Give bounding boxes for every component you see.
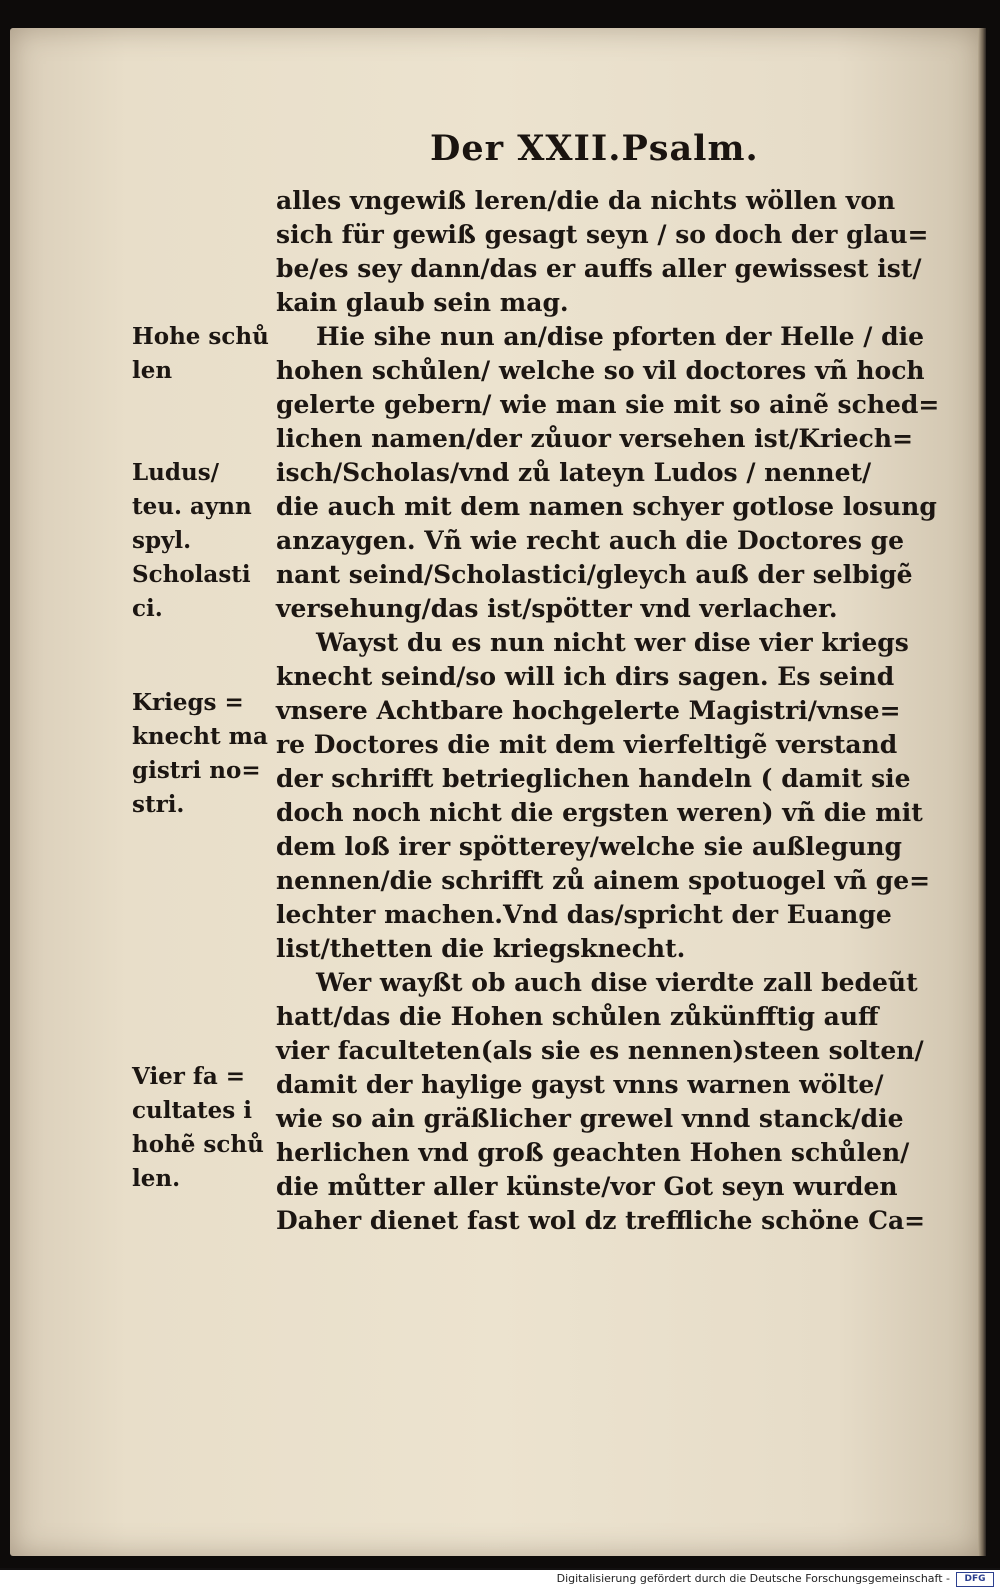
text-line: Hie sihe nun an/dise pforten der Helle / die <box>316 322 925 351</box>
text-line: list/thetten die kriegsknecht. <box>276 934 686 963</box>
margin-note-line: knecht ma <box>132 723 268 750</box>
margin-note-line: ci. <box>132 595 163 622</box>
text-line: die můtter aller künste/vor Got seyn wurden <box>276 1172 898 1201</box>
text-line: alles vngewiß leren/die da nichts wöllen von <box>276 186 896 215</box>
text-line: lechter machen.Vnd das/spricht der Euange <box>276 900 892 929</box>
footer-credit: Digitalisierung gefördert durch die Deutsche Forschungsgemeinschaft - <box>556 1572 950 1585</box>
margin-note-kriegsknecht <box>132 686 280 822</box>
margin-note-vier-facultates <box>132 1060 280 1196</box>
margin-note-line: stri. <box>132 791 185 818</box>
margin-note-line: hohẽ schů <box>132 1131 264 1158</box>
margin-note-ludus <box>132 456 280 626</box>
margin-note-line: Vier fa = <box>132 1063 246 1090</box>
text-line: versehung/das ist/spötter vnd verlacher. <box>276 594 838 623</box>
margin-note-line: len. <box>132 1165 181 1192</box>
text-line: knecht seind/so will ich dirs sagen. Es seind <box>276 662 895 691</box>
margin-note-hohe-schulen <box>132 320 280 388</box>
margin-note-line: Hohe schů <box>132 323 269 350</box>
text-line: lichen namen/der zůuor versehen ist/Kriech= <box>276 424 914 453</box>
page-edge <box>978 28 986 1556</box>
text-line: vier faculteten(als sie es nennen)steen solten/ <box>276 1036 924 1065</box>
text-line: anzaygen. Vñ wie recht auch die Doctores ge <box>276 526 905 555</box>
text-line: Daher dienet fast wol dz treffliche schöne Ca= <box>276 1206 926 1235</box>
margin-note-line: spyl. <box>132 527 192 554</box>
text-line: nant seind/Scholastici/gleych auß der selbigẽ <box>276 560 913 589</box>
margin-note-line: Ludus/ <box>132 459 220 486</box>
margin-note-line: cultates i <box>132 1097 252 1124</box>
margin-note-line: len <box>132 357 173 384</box>
footer-bar <box>0 1570 1000 1588</box>
text-line: kain glaub sein mag. <box>276 288 569 317</box>
text-line: hohen schůlen/ welche so vil doctores vñ hoch <box>276 356 925 385</box>
text-line: isch/Scholas/vnd zů lateyn Ludos / nennet/ <box>276 458 872 487</box>
text-line: wie so ain gräßlicher grewel vnnd stanck/die <box>276 1104 904 1133</box>
text-line: Wayst du es nun nicht wer dise vier kriegs <box>316 628 909 657</box>
text-line: be/es sey dann/das er auffs aller gewissest ist/ <box>276 254 922 283</box>
margin-note-line: teu. aynn <box>132 493 252 520</box>
text-line: der schrifft betrieglichen handeln ( damit sie <box>276 764 911 793</box>
running-head: Der XXII.Psalm. <box>430 128 759 169</box>
margin-note-line: Scholasti <box>132 561 251 588</box>
dfg-logo: DFG <box>956 1572 994 1587</box>
text-line: doch noch nicht die ergsten weren) vñ die mit <box>276 798 923 827</box>
text-line: Wer wayßt ob auch dise vierdte zall bedeũt <box>316 968 918 997</box>
text-line: gelerte gebern/ wie man sie mit so ainẽ sched= <box>276 390 940 419</box>
text-line: re Doctores die mit dem vierfeltigẽ verstand <box>276 730 898 759</box>
text-line: die auch mit dem namen schyer gotlose losung <box>276 492 937 521</box>
margin-note-line: Kriegs = <box>132 689 244 716</box>
text-line: dem loß irer spötterey/welche sie außlegung <box>276 832 903 861</box>
text-line: sich für gewiß gesagt seyn / so doch der glau= <box>276 220 929 249</box>
text-line: nennen/die schrifft zů ainem spotuogel vñ ge= <box>276 866 931 895</box>
text-line: herlichen vnd groß geachten Hohen schůlen/ <box>276 1138 910 1167</box>
body-text <box>276 184 956 1238</box>
text-line: damit der haylige gayst vnns warnen wölte/ <box>276 1070 884 1099</box>
margin-note-line: gistri no= <box>132 757 261 784</box>
text-line: hatt/das die Hohen schůlen zůkünfftig auff <box>276 1002 879 1031</box>
text-line: vnsere Achtbare hochgelerte Magistri/vnse= <box>276 696 901 725</box>
